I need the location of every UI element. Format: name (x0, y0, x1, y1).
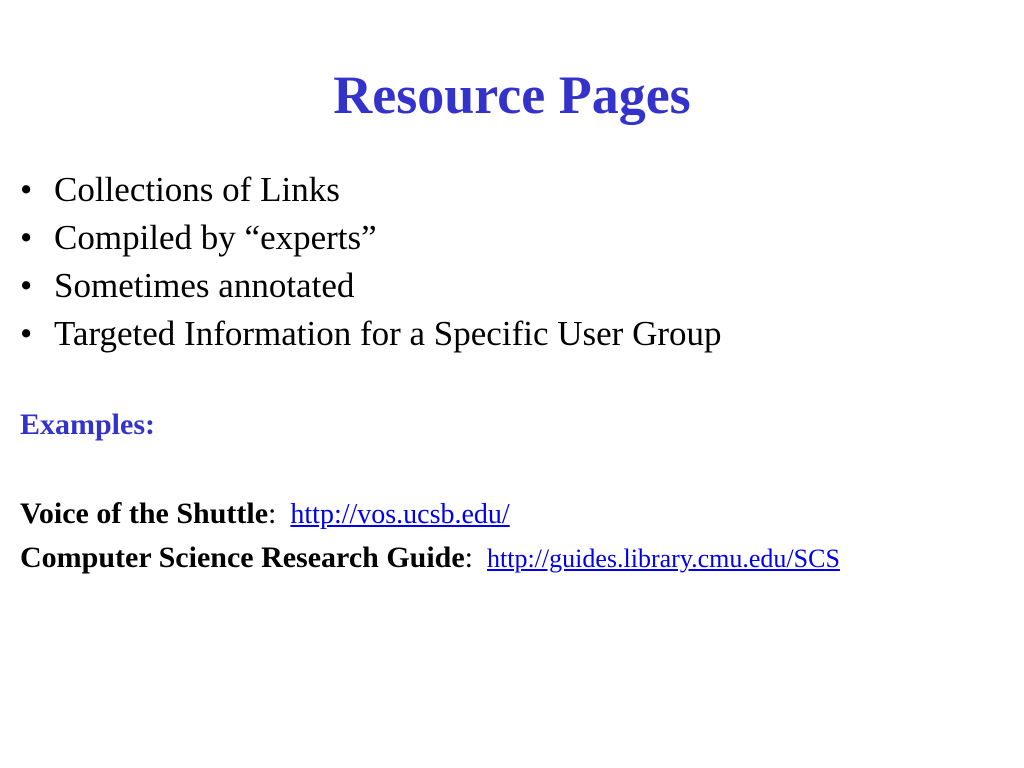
example-name: Computer Science Research Guide (20, 541, 465, 574)
bullet-text: Compiled by “experts” (54, 218, 377, 257)
bullet-list (20, 166, 722, 358)
slide-title: Resource Pages (333, 65, 691, 125)
example-separator: : (464, 541, 474, 574)
bullet-item (20, 214, 722, 262)
example-link[interactable]: http://vos.ucsb.edu/ (290, 499, 510, 530)
example-separator: : (268, 497, 277, 530)
bullet-item (20, 310, 722, 358)
bullet-dot: • (20, 218, 33, 257)
bullet-dot: • (20, 266, 33, 305)
example-link[interactable]: http://guides.library.cmu.edu/SCS (487, 544, 840, 573)
bullet-text: Targeted Information for a Specific User Group (54, 314, 722, 353)
examples-heading: Examples: (20, 408, 155, 441)
bullet-text: Collections of Links (54, 170, 340, 209)
bullet-dot: • (20, 314, 33, 353)
example-name: Voice of the Shuttle (20, 497, 269, 530)
bullet-dot: • (20, 170, 33, 209)
example-row-voice-of-the-shuttle (20, 492, 510, 537)
bullet-text: Sometimes annotated (54, 266, 355, 305)
bullet-item (20, 166, 722, 214)
example-row-cs-research-guide (20, 536, 840, 581)
bullet-item (20, 262, 722, 310)
